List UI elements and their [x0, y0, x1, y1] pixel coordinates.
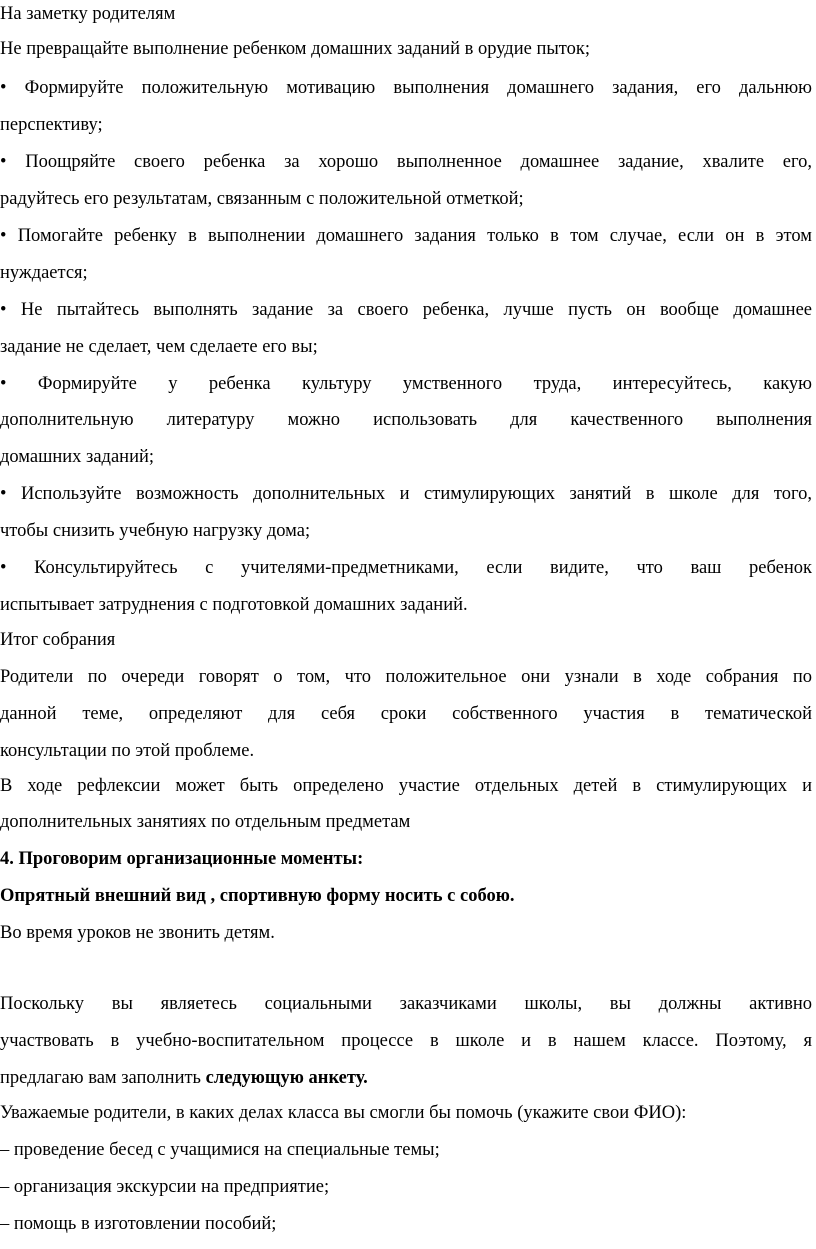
text-line: Во время уроков не звонить детям. [0, 923, 275, 943]
list-item: – проведение бесед с учащимися на специальные темы; [0, 1140, 440, 1160]
text-line: радуйтесь его результатам, связанным с положительной отметкой; [0, 189, 524, 209]
text-line-with-bold [0, 1064, 812, 1092]
bullet-item: • Используйте возможность дополнительных и стимулирующих занятий в школе для того, [0, 484, 812, 504]
text-line: чтобы снизить учебную нагрузку дома; [0, 521, 311, 541]
text-line: нуждается; [0, 263, 88, 283]
text-line: участвовать в учебно-воспитательном процессе в школе и в нашем классе. Поэтому, я [0, 1031, 812, 1051]
bullet-item: • Поощряйте своего ребенка за хорошо выполненное домашнее задание, хвалите его, [0, 152, 812, 172]
bullet-item: • Формируйте положительную мотивацию выполнения домашнего задания, его дальнюю [0, 78, 812, 98]
text-line: Родители по очереди говорят о том, что положительное они узнали в ходе собрания по [0, 667, 812, 687]
bullet-item: • Консультируйтесь с учителями-предметниками, если видите, что ваш ребенок [0, 558, 812, 578]
bullet-item: • Формируйте у ребенка культуру умственного труда, интересуйтесь, какую [0, 374, 812, 394]
text-line: перспективу; [0, 115, 103, 135]
section-heading: Итог собрания [0, 630, 116, 650]
text-line: дополнительную литературу можно использовать для качественного выполнения [0, 410, 812, 430]
bullet-item: • Не пытайтесь выполнять задание за своего ребенка, лучше пусть он вообще домашнее [0, 300, 812, 320]
text-line: дополнительных занятиях по отдельным предметам [0, 812, 411, 832]
text-line: данной теме, определяют для себя сроки собственного участия в тематической [0, 704, 812, 724]
text-line: домашних заданий; [0, 447, 155, 467]
text-line: задание не сделает, чем сделаете его вы; [0, 337, 318, 357]
bullet-item: • Помогайте ребенку в выполнении домашнего задания только в том случае, если он в этом [0, 226, 812, 246]
text-line: испытывает затруднения с подготовкой домашних заданий. [0, 595, 468, 615]
text-line: На заметку родителям [0, 4, 176, 24]
numbered-heading: 4. Проговорим организационные моменты: [0, 849, 364, 869]
bold-run: следующую анкету. [205, 1068, 368, 1088]
text-line: В ходе рефлексии может быть определено участие отдельных детей в стимулирующих и [0, 776, 812, 796]
text-line: Поскольку вы являетесь социальными заказчиками школы, вы должны активно [0, 994, 812, 1014]
list-item: – помощь в изготовлении пособий; [0, 1214, 277, 1234]
list-item: – организация экскурсии на предприятие; [0, 1177, 330, 1197]
text-line: консультации по этой проблеме. [0, 741, 255, 761]
text-line: Не превращайте выполнение ребенком домашних заданий в орудие пыток; [0, 39, 590, 59]
text-line: Уважаемые родители, в каких делах класса вы смогли бы помочь (укажите свои ФИО): [0, 1103, 687, 1123]
bold-statement: Опрятный внешний вид , спортивную форму носить с собою. [0, 886, 515, 906]
text-run: предлагаю вам заполнить [0, 1068, 206, 1088]
